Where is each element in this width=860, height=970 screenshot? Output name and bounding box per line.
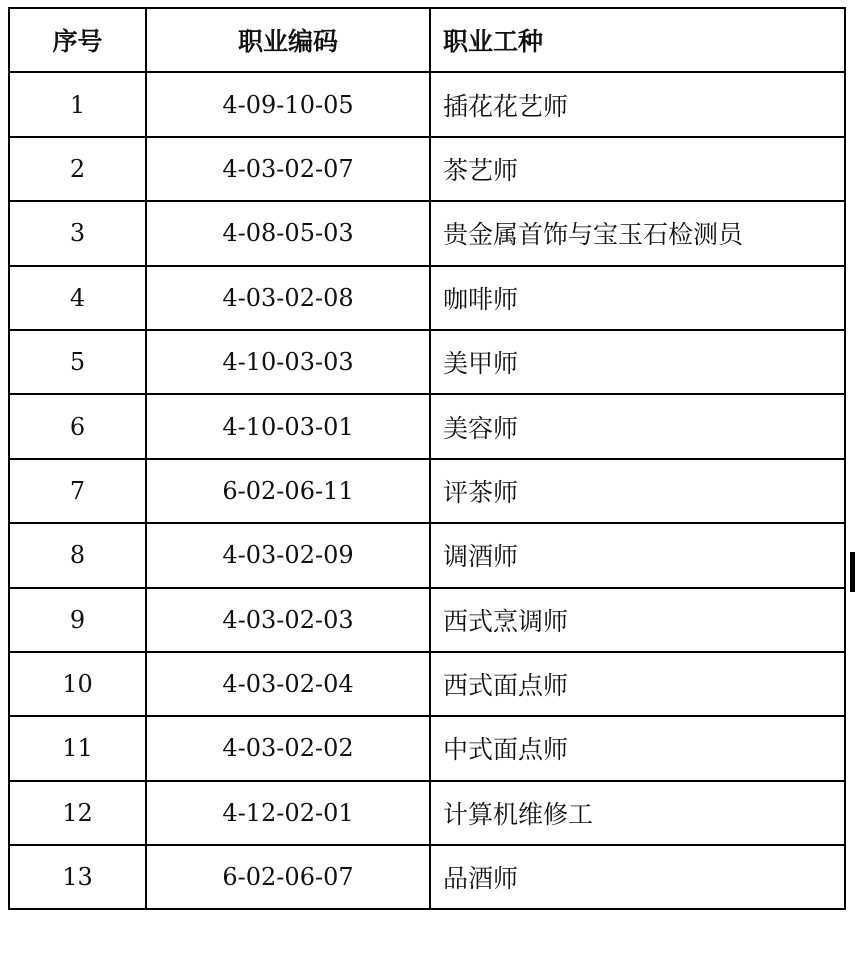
- occupation-code-cell: 4-12-02-01: [146, 781, 430, 845]
- occupation-code-cell: 4-03-02-09: [146, 523, 430, 587]
- header-occupation-code: 职业编码: [146, 8, 430, 72]
- serial-number-cell: 11: [9, 716, 146, 780]
- table-row: [9, 716, 845, 780]
- occupation-name-cell: 茶艺师: [430, 137, 845, 201]
- serial-number-cell: 1: [9, 72, 146, 136]
- occupation-name-cell: 计算机维修工: [430, 781, 845, 845]
- occupation-code-cell: 4-03-02-07: [146, 137, 430, 201]
- occupation-code-cell: 4-03-02-03: [146, 588, 430, 652]
- table-row: [9, 266, 845, 330]
- occupation-code-cell: 4-08-05-03: [146, 201, 430, 265]
- serial-number-cell: 7: [9, 459, 146, 523]
- occupation-code-cell: 4-10-03-01: [146, 394, 430, 458]
- serial-number-cell: 3: [9, 201, 146, 265]
- serial-number-cell: 13: [9, 845, 146, 909]
- occupation-name-cell: 西式面点师: [430, 652, 845, 716]
- table-row: [9, 845, 845, 909]
- occupation-code-cell: 4-03-02-02: [146, 716, 430, 780]
- serial-number-cell: 6: [9, 394, 146, 458]
- table-row: [9, 652, 845, 716]
- occupation-code-cell: 4-10-03-03: [146, 330, 430, 394]
- occupation-code-cell: 4-03-02-04: [146, 652, 430, 716]
- table-row: [9, 459, 845, 523]
- table-row: [9, 72, 845, 136]
- occupation-code-cell: 4-09-10-05: [146, 72, 430, 136]
- occupation-name-cell: 西式烹调师: [430, 588, 845, 652]
- table-row: [9, 781, 845, 845]
- header-occupation-name: 职业工种: [430, 8, 845, 72]
- serial-number-cell: 2: [9, 137, 146, 201]
- table-row: [9, 588, 845, 652]
- table-row: [9, 523, 845, 587]
- table-row: [9, 201, 845, 265]
- serial-number-cell: 8: [9, 523, 146, 587]
- serial-number-cell: 12: [9, 781, 146, 845]
- serial-number-cell: 9: [9, 588, 146, 652]
- table-row: [9, 394, 845, 458]
- occupation-table: [8, 7, 846, 910]
- edge-marker: [850, 552, 855, 592]
- occupation-name-cell: 美甲师: [430, 330, 845, 394]
- serial-number-cell: 4: [9, 266, 146, 330]
- header-serial-number: 序号: [9, 8, 146, 72]
- table-row: [9, 330, 845, 394]
- occupation-name-cell: 美容师: [430, 394, 845, 458]
- occupation-name-cell: 插花花艺师: [430, 72, 845, 136]
- occupation-name-cell: 调酒师: [430, 523, 845, 587]
- occupation-name-cell: 品酒师: [430, 845, 845, 909]
- serial-number-cell: 10: [9, 652, 146, 716]
- occupation-code-cell: 4-03-02-08: [146, 266, 430, 330]
- table-header-row: [9, 8, 845, 72]
- occupation-name-cell: 评茶师: [430, 459, 845, 523]
- occupation-code-cell: 6-02-06-07: [146, 845, 430, 909]
- occupation-code-cell: 6-02-06-11: [146, 459, 430, 523]
- table-row: [9, 137, 845, 201]
- table-body: [9, 72, 845, 909]
- occupation-name-cell: 咖啡师: [430, 266, 845, 330]
- occupation-name-cell: 贵金属首饰与宝玉石检测员: [430, 201, 845, 265]
- serial-number-cell: 5: [9, 330, 146, 394]
- occupation-name-cell: 中式面点师: [430, 716, 845, 780]
